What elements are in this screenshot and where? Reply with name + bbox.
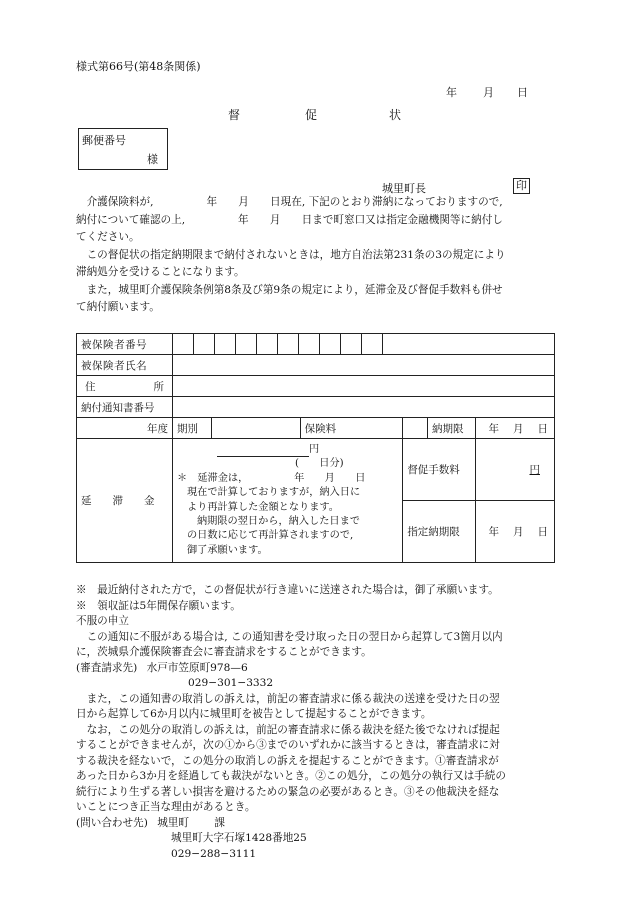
due-label: 納期限 xyxy=(428,418,476,439)
premium-value xyxy=(345,418,403,439)
period-label: 期別 xyxy=(172,418,211,439)
contact-town: 城里町 xyxy=(157,816,189,829)
body-p1-line3: てください。 xyxy=(76,231,140,243)
insured-number-cells xyxy=(172,334,554,355)
digit-cell xyxy=(215,334,236,354)
contact-phone: 029−288−3111 xyxy=(171,847,257,860)
late-fee-note-4: 納期限の翌日から，納入した日まで xyxy=(196,516,360,528)
date-year: 年 xyxy=(446,86,457,99)
title-char-2: 促 xyxy=(305,108,318,122)
review-label: (審査請求先) xyxy=(76,661,138,674)
lawsuit-line-2: 日から起算して6か月以内に城里町を被告として提起することができます。 xyxy=(76,708,432,720)
contact-line xyxy=(76,816,506,832)
review-phone: 029−301−3332 xyxy=(188,677,274,689)
seal-mark: 印 xyxy=(513,178,530,194)
form-number: 様式第66号(第48条関係) xyxy=(76,60,201,73)
footer-note-2: ※ 領収証は5年間保存願います。 xyxy=(76,599,241,612)
notice-number-label: 納付通知書番号 xyxy=(77,397,173,418)
digit-cell xyxy=(362,334,383,354)
insured-number-label: 被保険者番号 xyxy=(77,334,173,355)
issuer-name: 城里町長 xyxy=(382,182,426,195)
title-char-3: 状 xyxy=(389,108,402,122)
late-fee-detail xyxy=(172,439,402,563)
lawsuit-line-7: 続行により生ずる著しい損害を避けるための緊急の必要があるとき。③その他裁決を経な xyxy=(76,785,500,798)
notice-number-value xyxy=(172,397,554,418)
sama-label: 様 xyxy=(147,153,158,166)
late-fee-yen: 円 xyxy=(308,444,320,455)
digit-cell xyxy=(299,334,320,354)
body-p2-line2: 滞納処分を受けることになります。 xyxy=(76,266,245,278)
body-p1-line2: 納付について確認の上, 年 月 日まで町窓口又は指定金融機関等に納付し xyxy=(76,213,503,226)
objection-title: 不服の申立 xyxy=(76,615,129,627)
title-char-1: 督 xyxy=(228,108,241,122)
lawsuit-line-6: あった日から3か月を経過しても裁決がないとき。②この処分，この処分の執行又は手続の xyxy=(76,770,506,782)
objection-line-2: に，茨城県介護保険審査会に審査請求をすることができます。 xyxy=(76,646,372,658)
late-fee-amount-line xyxy=(217,443,309,457)
late-fee-days: ( 日分) xyxy=(294,458,344,470)
late-fee-note-6: 御了承願います。 xyxy=(186,544,268,556)
lawsuit-line-5: する裁決を経ないで，この処分の取消しの訴えを提起することができます。①審査請求が xyxy=(76,754,499,767)
due-date: 年 月 日 xyxy=(476,418,555,439)
period-value xyxy=(211,418,300,439)
digit-cell xyxy=(173,334,194,354)
digit-cell xyxy=(320,334,341,354)
insured-name-label: 被保険者氏名 xyxy=(77,355,173,376)
designated-due-label: 指定納期限 xyxy=(403,501,476,563)
digit-cell xyxy=(278,334,299,354)
late-fee-note-3: より再計算した金額となります。 xyxy=(186,501,339,513)
designated-due-date: 年 月 日 xyxy=(476,501,555,563)
lawsuit-line-8: いことにつき正当な理由があるとき。 xyxy=(76,801,256,813)
footer-notes xyxy=(76,583,506,862)
lawsuit-line-3: なお，この処分の取消しの訴えは，前記の審査請求に係る裁決を経た後でなければ提起 xyxy=(86,723,500,736)
address-value xyxy=(172,376,554,397)
body-p2-line1: この督促状の指定納期限まで納付されないときは，地方自治法第231条の3の規定により xyxy=(86,248,506,261)
body-p3-line2: て納付願います。 xyxy=(76,301,160,313)
contact-label: (問い合わせ先) xyxy=(76,816,148,829)
premium-label: 保険料 xyxy=(300,418,344,439)
date-day: 日 xyxy=(517,86,528,99)
lawsuit-line-1: また，この通知書の取消しの訴えは，前記の審査請求に係る裁決の送達を受けた日の翌 xyxy=(86,692,500,705)
premium-value-end xyxy=(403,418,428,439)
date-month: 月 xyxy=(483,86,494,99)
late-fee-label: 延 滞 金 xyxy=(77,439,173,563)
digit-cell xyxy=(341,334,362,354)
objection-line-1: この通知に不服がある場合は, この通知書を受け取った日の翌日から起算して3箇月以内 xyxy=(86,630,503,643)
footer-note-1: ※ 最近納付された方で，この督促状が行き違いに送達された場合は，御了承願います。 xyxy=(76,584,499,596)
address-label: 住 所 xyxy=(77,376,173,397)
body-p3-line1: また，城里町介護保険条例第8条及び第9条の規定により，延滞金及び督促手数料も併せ xyxy=(86,283,503,296)
lawsuit-line-4: することができませんが，次の①から③までのいずれかに該当するときは，審査請求に対 xyxy=(76,739,500,751)
contact-section: 課 xyxy=(214,816,225,829)
body-p1-line1: 介護保険料が, 年 月 日現在, 下記のとおり滞納になっておりますので, xyxy=(86,196,503,208)
insured-name-value xyxy=(172,355,554,376)
reminder-fee-value: 円 xyxy=(476,439,555,501)
postal-code-label: 郵便番号 xyxy=(82,134,126,147)
digit-cell xyxy=(236,334,257,354)
late-fee-note-5: の日数に応じて再計算されますので, xyxy=(186,530,354,542)
digit-cell xyxy=(257,334,278,354)
contact-address: 城里町大字石塚1428番地25 xyxy=(171,832,307,844)
late-fee-note-2: 現在で計算しておりますが，納入日に xyxy=(186,487,361,499)
fiscal-year-label: 年度 xyxy=(77,418,173,439)
reminder-fee-label: 督促手数料 xyxy=(403,439,476,501)
info-table xyxy=(76,333,555,563)
body-paragraphs xyxy=(76,194,558,317)
review-line xyxy=(76,661,506,677)
late-fee-note-1: ＊ 延滞金は， 年 月 日 xyxy=(176,472,366,484)
digit-cell xyxy=(194,334,215,354)
review-address: 水戸市笠原町978—6 xyxy=(146,661,248,674)
